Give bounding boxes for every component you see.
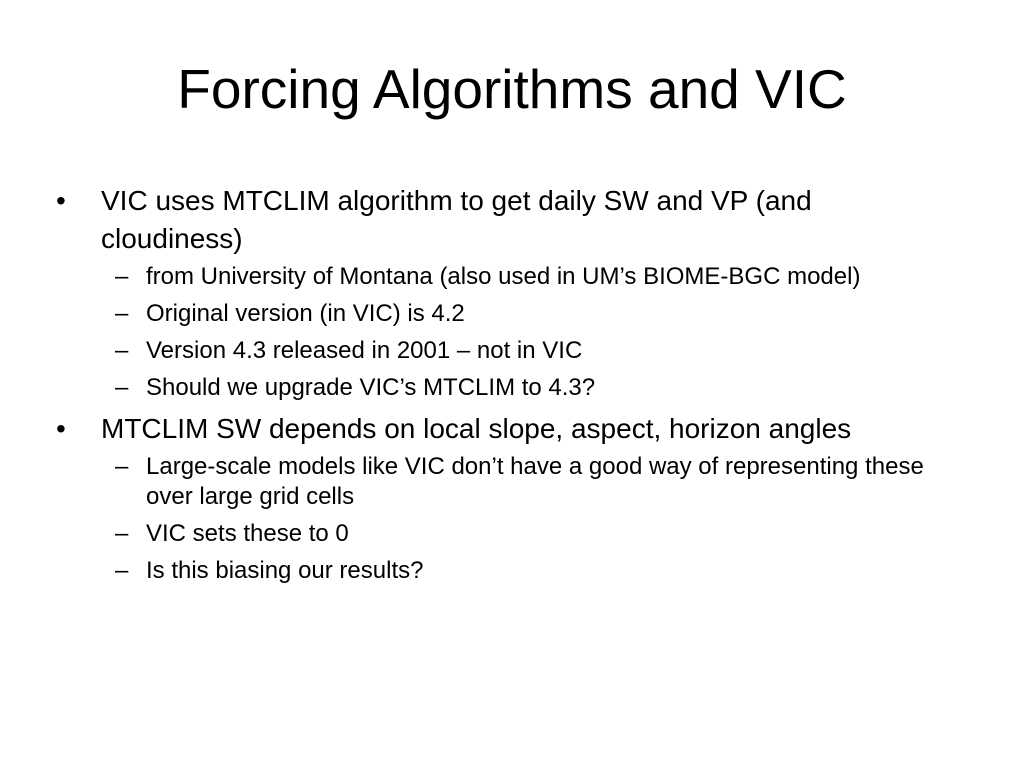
sub-bullet-item xyxy=(101,336,926,366)
sub-bullet-item xyxy=(101,373,926,403)
sub-bullet-marker: – xyxy=(115,453,129,480)
slide-title: Forcing Algorithms and VIC xyxy=(177,58,847,120)
sub-bullet-marker: – xyxy=(115,374,129,401)
sub-bullet-text: VIC sets these to 0 xyxy=(146,520,349,547)
sub-bullet-marker: – xyxy=(115,300,129,327)
sub-bullet-marker: – xyxy=(115,263,129,290)
sub-bullet-item xyxy=(101,519,926,549)
sub-bullet-text: Large-scale models like VIC don’t have a good way of representing these over large grid cells xyxy=(146,453,924,510)
sub-bullet-marker: – xyxy=(115,520,129,547)
sub-bullet-item xyxy=(101,262,926,292)
bullet-item xyxy=(56,182,926,403)
sub-bullet-marker: – xyxy=(115,337,129,364)
bullet-item xyxy=(56,410,926,586)
sub-bullet-list xyxy=(101,452,926,586)
sub-bullet-item xyxy=(101,299,926,329)
sub-bullet-text: Original version (in VIC) is 4.2 xyxy=(146,300,465,327)
bullet-list xyxy=(56,182,926,586)
sub-bullet-marker: – xyxy=(115,557,129,584)
sub-bullet-text: Should we upgrade VIC’s MTCLIM to 4.3? xyxy=(146,374,596,401)
slide-body xyxy=(56,182,926,593)
sub-bullet-list xyxy=(101,262,926,403)
bullet-marker: • xyxy=(56,413,66,444)
bullet-text: MTCLIM SW depends on local slope, aspect, horizon angles xyxy=(101,413,852,444)
sub-bullet-text: Is this biasing our results? xyxy=(146,557,424,584)
sub-bullet-text: from University of Montana (also used in UM’s BIOME-BGC model) xyxy=(146,263,861,290)
bullet-marker: • xyxy=(56,185,66,216)
bullet-text: VIC uses MTCLIM algorithm to get daily SW and VP (and cloudiness) xyxy=(101,185,812,254)
sub-bullet-item xyxy=(101,556,926,586)
sub-bullet-text: Version 4.3 released in 2001 – not in VIC xyxy=(146,337,583,364)
sub-bullet-item xyxy=(101,452,926,512)
